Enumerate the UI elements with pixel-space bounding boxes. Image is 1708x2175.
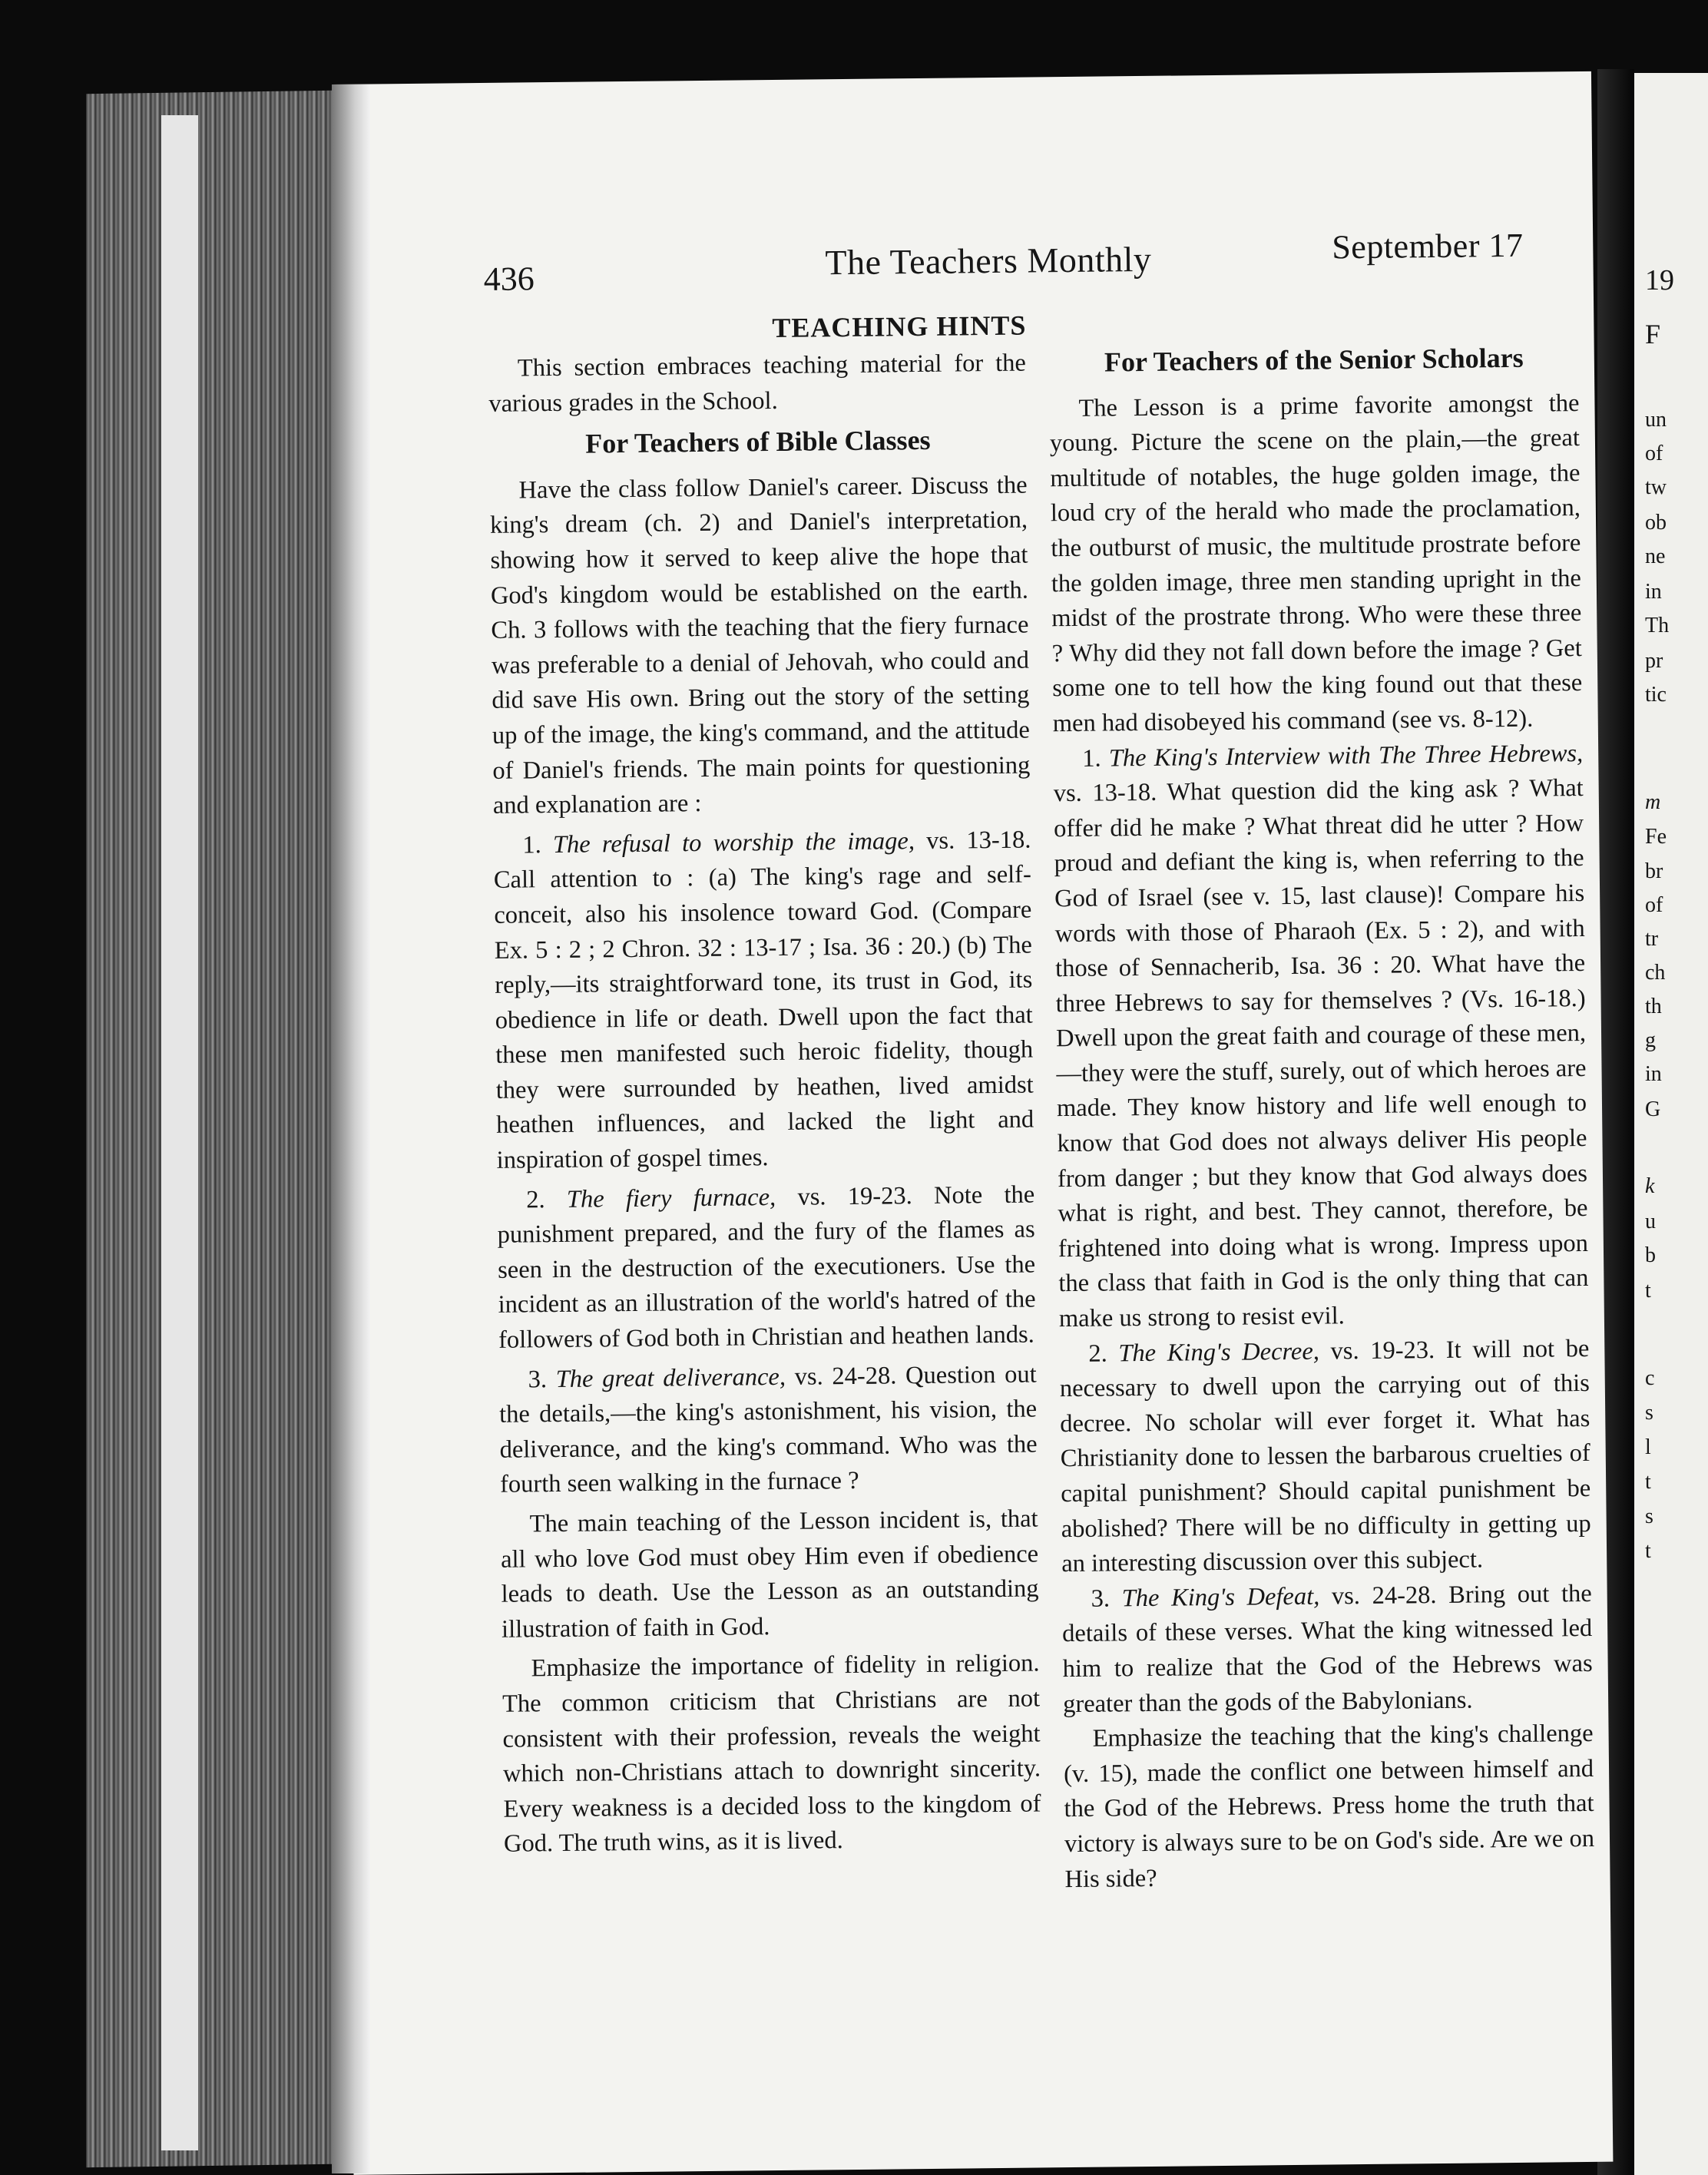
facing-page-text: s bbox=[1645, 1505, 1653, 1528]
point-text: vs. 19-23. It will not be necessary to dwell upon the carrying out of this decree. No scholar will ever forget it. What has Christianity done to lessen the barbarous cruelties of capital punishment? Should capital punishment be abolished? There will be no difficulty in getting up an interesting discussion over this subject. bbox=[1059, 1334, 1591, 1578]
facing-page-text: in bbox=[1645, 1062, 1662, 1086]
section-title: TEACHING HINTS bbox=[772, 310, 1027, 344]
gutter-shadow bbox=[332, 84, 370, 2173]
point-number: 2. bbox=[1088, 1339, 1107, 1368]
facing-page-text: tw bbox=[1645, 475, 1667, 499]
numbered-point bbox=[497, 1177, 1036, 1358]
facing-page-text: ob bbox=[1645, 511, 1667, 535]
page-number: 436 bbox=[483, 260, 535, 298]
facing-page-text: tr bbox=[1645, 927, 1659, 951]
senior-scholars-heading: For Teachers of the Senior Scholars bbox=[1104, 342, 1524, 378]
facing-page-text: c bbox=[1645, 1366, 1655, 1390]
facing-page-text: g bbox=[1645, 1028, 1656, 1052]
facing-page-text: b bbox=[1645, 1243, 1656, 1267]
facing-page-text: m bbox=[1645, 790, 1661, 814]
point-number: 1. bbox=[522, 830, 541, 859]
facing-page-text: t bbox=[1645, 1539, 1651, 1563]
paragraph: The main teaching of the Lesson incident is, that all who love God must obey Him even if obedience leads to death. Use the Lesson as an outstanding illustration of faith in God. bbox=[500, 1505, 1039, 1644]
numbered-point bbox=[498, 1357, 1038, 1503]
facing-page-text: in bbox=[1645, 580, 1662, 604]
point-number: 3. bbox=[528, 1365, 548, 1394]
intro-paragraph: This section embraces teaching material for the various grades in the School. bbox=[488, 349, 1027, 418]
facing-page-text: of bbox=[1645, 893, 1663, 917]
paragraph: The Lesson is a prime favorite amongst the young. Picture the scene on the plain,—the great multitude of notables, the huge golden image, the loud cry of the herald who made the proclamation, the outburst of music, the multitude prostrate before the golden image, three men standing upright in the midst of the prostrate throng. Who were these three ? Why did they not fall down before the image ? Get some one to tell how the king found out that these men had disobeyed his command (see vs. 8-12). bbox=[1049, 389, 1583, 738]
numbered-point bbox=[493, 823, 1034, 1178]
facing-page-fragment bbox=[1634, 73, 1708, 2175]
issue-date: September 17 bbox=[1332, 226, 1524, 266]
paragraph: Have the class follow Daniel's career. Discuss the king's dream (ch. 2) and Daniel's interpretation, showing how it served to keep alive the hope that God's kingdom would be established on the earth. Ch. 3 follows with the teaching that the fiery furnace was preferable to a denial of Jehovah, who could and did save His own. Bring out the story of the setting up of the image, the king's command, and the attitude of Daniel's friends. The main points for questioning and explanation are : bbox=[489, 471, 1031, 819]
point-number: 1. bbox=[1082, 744, 1101, 773]
facing-page-text: Fe bbox=[1645, 825, 1667, 849]
paragraph: Emphasize the teaching that the king's challenge (v. 15), made the conflict one between himself and the God of the Hebrews. Press home the truth that victory is always sure to be on God's side. Are we on His side? bbox=[1063, 1720, 1595, 1893]
facing-page-text: ne bbox=[1645, 545, 1666, 568]
facing-page-text: l bbox=[1645, 1435, 1651, 1459]
bible-classes-heading: For Teachers of Bible Classes bbox=[585, 425, 931, 459]
facing-page-text: u bbox=[1645, 1210, 1656, 1233]
point-text: vs. 24-28. Bring out the details of these verses. What the king witnessed led him to realize that the God of the Hebrews was greater than the gods of the Babylonians. bbox=[1061, 1579, 1593, 1718]
point-title: The fiery furnace, bbox=[566, 1183, 776, 1213]
book-page bbox=[332, 71, 1613, 2175]
facing-page-text: G bbox=[1645, 1097, 1661, 1121]
point-title: The King's Decree, bbox=[1118, 1337, 1320, 1367]
facing-page-text: t bbox=[1645, 1470, 1651, 1494]
facing-page-text: t bbox=[1645, 1279, 1651, 1303]
right-column bbox=[1049, 340, 1595, 1897]
facing-page-text: of bbox=[1645, 442, 1663, 465]
point-number: 3. bbox=[1091, 1584, 1111, 1613]
point-title: The great deliverance, bbox=[555, 1362, 786, 1393]
numbered-point bbox=[1053, 737, 1589, 1337]
point-text: vs. 13-18. What question did the king ask ? What offer did he make ? What threat did he utter ? How proud and defiant the king is, when referring to the God of Israel (see v. 15, last clause)! Compare his words with those of Pharaoh (Ex. 5 : 2), and with those of Sennacherib, Isa. 36 : 20. What have the three Hebrews to say for themselves ? (Vs. 16-18.) Dwell upon the great faith and courage of these men,—they were the stuff, surely, out of which heroes are made. They know history and life well enough to know that God does not always deliver His people from danger ; but they know that God always does what is right, and best. They cannot, therefore, be frightened into doing what is wrong. Impress upon the class that faith in God is the only thing that can make us strong to resist evil. bbox=[1053, 774, 1589, 1333]
page-edges bbox=[86, 91, 332, 2167]
point-title: The King's Defeat, bbox=[1121, 1582, 1320, 1613]
numbered-point bbox=[1059, 1332, 1591, 1582]
point-text: vs. 19-23. Note the punishment prepared, and the fury of the flames as seen in the destruction of the executioners. Use the incident as an illustration of the world's hatred of the followers of God both in Christian and heathen lands. bbox=[497, 1180, 1036, 1354]
journal-title: The Teachers Monthly bbox=[825, 239, 1152, 283]
facing-page-text: s bbox=[1645, 1401, 1653, 1425]
numbered-point bbox=[1061, 1577, 1593, 1723]
facing-page-text: br bbox=[1645, 859, 1663, 883]
facing-page-text: Th bbox=[1645, 614, 1670, 637]
running-head bbox=[333, 225, 1594, 300]
facing-page-text: ch bbox=[1645, 961, 1666, 985]
left-column bbox=[488, 346, 1042, 1862]
point-number: 2. bbox=[526, 1185, 545, 1214]
facing-page-text: th bbox=[1645, 995, 1662, 1018]
facing-page-text: tic bbox=[1645, 683, 1667, 707]
point-title: The King's Interview with The Three Hebrews, bbox=[1108, 739, 1584, 772]
point-text: vs. 24-28. Question out the details,—the king's astonishment, his vision, the deliverance, and the king's command. Who was the fourth seen walking in the furnace ? bbox=[498, 1360, 1038, 1499]
paragraph: Emphasize the importance of fidelity in religion. The common criticism that Christians are not consistent with their profession, reveals the weight which non-Christians attach to downright sincerity. Every weakness is a decided loss to the kingdom of God. The truth wins, as it is lived. bbox=[501, 1649, 1041, 1859]
point-title: The refusal to worship the image, bbox=[552, 826, 915, 859]
facing-page-text: 19 bbox=[1645, 264, 1674, 296]
page-edge-light bbox=[161, 115, 198, 2150]
point-text: vs. 13-18. Call attention to : (a) The king's rage and self-conceit, also his insolence toward God. (Compare Ex. 5 : 2 ; 2 Chron. 32 : 13-17 ; Isa. 36 : 20.) (b) The reply,—its straightforward tone, its trust in God, its obedience in life or death. Dwell upon the fact that these men manifested such heroic fidelity, though they were surrounded by heathen, lived amidst heathen influences, and lacked the light and inspiration of gospel times. bbox=[493, 826, 1034, 1174]
facing-page-text: F bbox=[1645, 319, 1661, 349]
facing-page-text: k bbox=[1645, 1174, 1655, 1198]
facing-page-text: pr bbox=[1645, 649, 1663, 673]
facing-page-text: un bbox=[1645, 408, 1667, 432]
